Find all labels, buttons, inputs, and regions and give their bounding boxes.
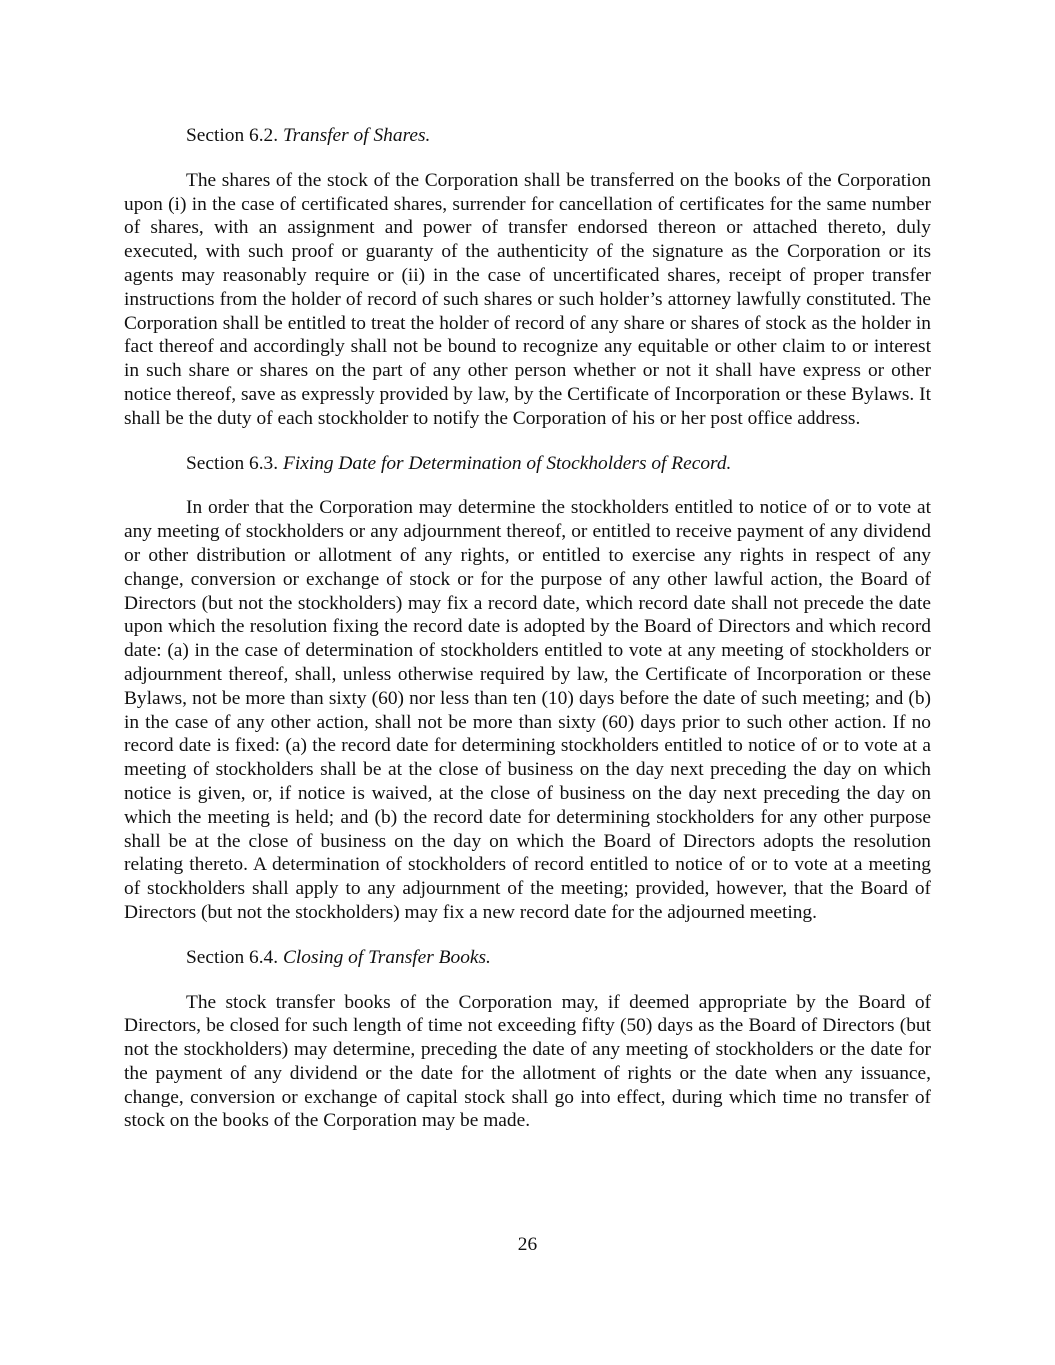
section-heading-6-3 [124, 452, 931, 476]
section-heading-6-2 [124, 124, 931, 148]
page-number: 26 [517, 1234, 538, 1255]
section-body-6-3: In order that the Corporation may determine the stockholders entitled to notice of or to vote at any meeting of stockholders or any adjournment thereof, or entitled to receive payment of any dividend or other distribution or allotment of any rights, or entitled to exercise any rights in respect of any change, conversion or exchange of stock or for the purpose of any other lawful action, the Board of Directors (but not the stockholders) may fix a record date, which record date shall not precede the date upon which the resolution fixing the record date is adopted by the Board of Directors and which record date: (a) in the case of determination of stockholders entitled to vote at any meeting of stockholders or adjournment thereof, shall, unless otherwise required by law, the Certificate of Incorporation or these Bylaws, not be more than sixty (60) nor less than ten (10) days before the date of such meeting; and (b) in the case of any other action, shall not be more than sixty (60) days prior to such other action. If no record date is fixed: (a) the record date for determining stockholders entitled to notice of or to vote at a meeting of stockholders shall be at the close of business on the day next preceding the day on which notice is given, or, if notice is waived, at the close of business on the day next preceding the day on which the meeting is held; and (b) the record date for determining stockholders for any other purpose shall be at the close of business on the day on which the Board of Directors adopts the resolution relating thereto. A determination of stockholders of record entitled to notice of or to vote at a meeting of stockholders shall apply to any adjournment of the meeting; provided, however, that the Board of Directors (but not the stockholders) may fix a new record date for the adjourned meeting. [124, 497, 931, 923]
section-body-6-4: The stock transfer books of the Corporation may, if deemed appropriate by the Board of Directors, be closed for such length of time not exceeding fifty (50) days as the Board of Directors (but not the stockholders) may determine, preceding the date of any meeting of stockholders or the date for the payment of any dividend or the date for the allotment of rights or the date when any issuance, change, conversion or exchange of capital stock shall go into effect, during which time no transfer of stock on the books of the Corporation may be made. [124, 991, 931, 1132]
section-number: Section 6.4. [186, 946, 279, 968]
section-number: Section 6.2. [186, 125, 279, 146]
page-content [124, 124, 931, 1154]
section-number: Section 6.3. [186, 452, 279, 474]
section-title: Closing of Transfer Books. [282, 946, 491, 968]
section-body-6-2: The shares of the stock of the Corporation shall be transferred on the books of the Corporation upon (i) in the case of certificated shares, surrender for cancellation of certificates for the same number of shares, with an assignment and power of transfer endorsed thereon or attached thereto, duly executed, with such proof or guaranty of the authenticity of the signature as the Corporation or its agents may reasonably require or (ii) in the case of uncertificated shares, receipt of proper transfer instructions from the holder of record of such shares or such holder’s attorney lawfully constituted. The Corporation shall be entitled to treat the holder of record of any share or shares of stock as the holder in fact thereof and accordingly shall not be bound to recognize any equitable or other claim to or interest in such share or shares on the part of any other person whether or not it shall have express or other notice thereof, save as expressly provided by law, by the Certificate of Incorporation or these Bylaws. It shall be the duty of each stockholder to notify the Corporation of his or her post office address. [124, 169, 931, 429]
section-title: Transfer of Shares. [282, 125, 431, 146]
section-title: Fixing Date for Determination of Stockholders of Record. [282, 452, 732, 474]
section-heading-6-4 [124, 946, 931, 970]
